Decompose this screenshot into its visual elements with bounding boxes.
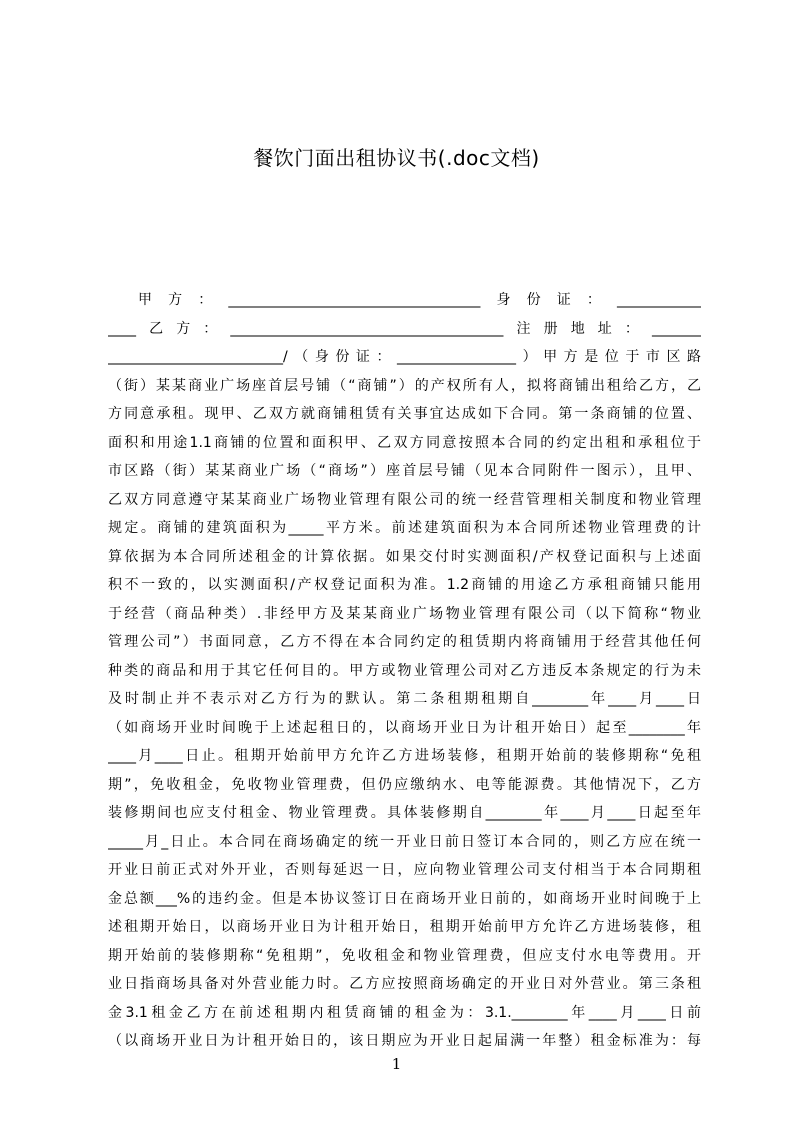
text-line: （以商场开业日为计租开始日的，该日期应为开业日起届满一年整）租金标准为：每 bbox=[108, 1033, 701, 1049]
text-line: 市区路（街）某某商业广场（“商场”）座首层号铺（见本合同附件一图示），且甲、 bbox=[108, 463, 701, 479]
text-line: 规定。商铺的建筑面积为_____平方米。前述建筑面积为本合同所述物业管理费的计 bbox=[108, 520, 701, 536]
text-line: 算依据为本合同所述租金的计算依据。如果交付时实测面积/产权登记面积与上述面 bbox=[108, 548, 701, 565]
text-line: 业日指商场具备对外营业能力时。乙方应按照商场确定的开业日对外营业。第三条租 bbox=[108, 976, 701, 992]
text-line: 开业日前正式对外开业，否则每延迟一日，应向物业管理公司支付相当于本合同期租 bbox=[108, 862, 701, 878]
text-line: _________________________/（身份证：_________________）甲方是位于市区路 bbox=[108, 349, 701, 365]
text-line: 甲方：____________________________________身份证：____________ bbox=[138, 292, 701, 308]
text-line: 面积和用途1.1商铺的位置和面积甲、乙双方同意按照本合同的约定出租和承租位于 bbox=[108, 434, 701, 451]
text-line: 方同意承租。现甲、乙双方就商铺租赁有关事宜达成如下合同。第一条商铺的位置、 bbox=[108, 406, 701, 422]
text-line: 积不一致的，以实测面积/产权登记面积为准。1.2商铺的用途乙方承租商铺只能用 bbox=[108, 577, 701, 593]
text-line: 金总额___%的违约金。但是本协议签订日在商场开业日前的，如商场开业时间晚于上 bbox=[108, 890, 701, 907]
text-line: 装修期间也应支付租金、物业管理费。具体装修期自________年____月____日起至年 bbox=[108, 805, 701, 821]
text-line: 种类的商品和用于其它任何目的。甲方或物业管理公司对乙方违反本条规定的行为未 bbox=[108, 662, 701, 679]
text-line: ____乙方：_______________________________________注册地址：_______ bbox=[108, 320, 701, 337]
text-line: 及时制止并不表示对乙方行为的默认。第二条租期租期自________年____月____日 bbox=[108, 691, 701, 707]
text-line: （街）某某商业广场座首层号铺（“商铺”）的产权所有人，拟将商铺出租给乙方，乙 bbox=[108, 377, 701, 394]
text-line: ____月____日止。租期开始前甲方允许乙方进场装修，租期开始前的装修期称“免租 bbox=[108, 748, 701, 764]
text-line: （如商场开业时间晚于上述起租日的，以商场开业日为计租开始日）起至________年 bbox=[108, 719, 701, 736]
text-line: 管理公司”）书面同意，乙方不得在本合同约定的租赁期内将商铺用于经营其他任何 bbox=[108, 634, 701, 650]
text-line: 期开始前的装修期称“免租期”，免收租金和物业管理费，但应支付水电等费用。开 bbox=[108, 947, 701, 964]
text-line: 乙双方同意遵守某某商业广场物业管理有限公司的统一经营管理相关制度和物业管理 bbox=[108, 491, 701, 508]
text-line: 述租期开始日，以商场开业日为计租开始日，租期开始前甲方允许乙方进场装修，租 bbox=[108, 919, 701, 935]
document-title: 餐饮门面出租协议书(.doc文档) bbox=[253, 146, 540, 170]
document-body bbox=[108, 286, 701, 1056]
text-line: 期”，免收租金，免收物业管理费，但仍应缴纳水、电等能源费。其他情况下，乙方 bbox=[108, 776, 701, 793]
text-line: 金3.1租金乙方在前述租期内租赁商铺的租金为：3.1.________年____月____日前 bbox=[108, 1004, 701, 1021]
text-line: 于经营（商品种类）.非经甲方及某某商业广场物业管理有限公司（以下简称“物业 bbox=[108, 605, 701, 622]
text-line: _____月_日止。本合同在商场确定的统一开业日前日签订本合同的，则乙方应在统一 bbox=[108, 833, 701, 850]
page-number: 1 bbox=[391, 1055, 402, 1073]
